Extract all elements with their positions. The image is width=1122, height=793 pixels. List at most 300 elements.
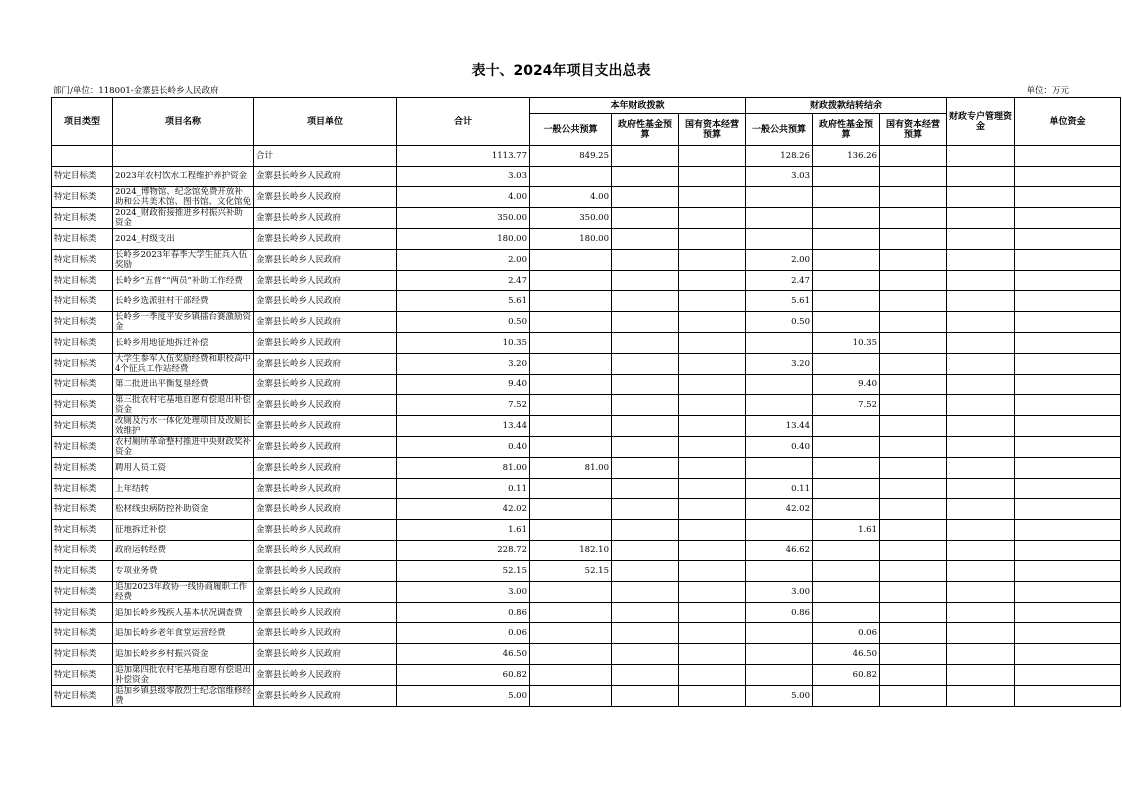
total-cell: 46.50 (397, 643, 530, 664)
current-gov-fund-cell (612, 561, 679, 582)
total-cell: 4.00 (397, 187, 530, 208)
project-unit-cell: 金寨县长岭乡人民政府 (254, 249, 397, 270)
carry-general-cell: 2.47 (746, 270, 813, 291)
header-project-unit: 项目单位 (254, 98, 397, 146)
own-funds-cell (1015, 623, 1121, 644)
current-gov-fund-cell (612, 166, 679, 187)
current-general-cell: 182.10 (530, 540, 612, 561)
project-unit-cell: 金寨县长岭乡人民政府 (254, 353, 397, 374)
carry-state-capital-cell (880, 291, 947, 312)
carry-state-capital-cell (880, 437, 947, 458)
project-name-text: 追加第四批农村宅基地自愿有偿退出补偿资金 (115, 664, 251, 685)
own-funds-cell (1015, 270, 1121, 291)
current-general-cell (530, 499, 612, 520)
carry-gov-fund-cell: 0.06 (813, 623, 880, 644)
own-funds-cell (1015, 685, 1121, 706)
project-name-text: 征地拆迁补偿 (115, 524, 167, 535)
project-name-text: 2023年农村饮水工程维护养护资金 (115, 171, 248, 182)
project-unit-cell: 金寨县长岭乡人民政府 (254, 623, 397, 644)
project-type-cell: 特定目标类 (52, 458, 113, 479)
carry-general-cell (746, 643, 813, 664)
project-type-cell: 特定目标类 (52, 291, 113, 312)
carry-gov-fund-cell: 9.40 (813, 374, 880, 395)
carry-general-cell: 3.03 (746, 166, 813, 187)
carry-state-capital-cell (880, 561, 947, 582)
special-account-cell (947, 311, 1015, 332)
total-cell: 1.61 (397, 519, 530, 540)
current-state-capital-cell (679, 499, 746, 520)
current-gov-fund-cell (612, 416, 679, 437)
special-account-cell (947, 208, 1015, 229)
total-cell: 81.00 (397, 458, 530, 479)
project-unit-cell: 金寨县长岭乡人民政府 (254, 374, 397, 395)
current-gov-fund-cell (612, 229, 679, 250)
total-own-funds-cell (1015, 146, 1121, 167)
project-name-cell (113, 437, 254, 458)
carry-gov-fund-cell (813, 311, 880, 332)
project-name-cell (113, 540, 254, 561)
carry-state-capital-cell (880, 664, 947, 685)
current-state-capital-cell (679, 685, 746, 706)
carry-general-cell (746, 332, 813, 353)
project-unit-cell: 金寨县长岭乡人民政府 (254, 332, 397, 353)
project-name-text: 追加2023年政协一线协商履职工作经费 (115, 581, 248, 602)
carry-state-capital-cell (880, 519, 947, 540)
carry-state-capital-cell (880, 311, 947, 332)
header-current-general: 一般公共预算 (530, 114, 612, 146)
table-row (52, 353, 1121, 374)
current-state-capital-cell (679, 332, 746, 353)
carry-state-capital-cell (880, 623, 947, 644)
project-unit-cell: 金寨县长岭乡人民政府 (254, 478, 397, 499)
header-special-account: 财政专户管理资金 (947, 98, 1015, 146)
table-row (52, 291, 1121, 312)
table-row (52, 561, 1121, 582)
carry-general-cell: 0.11 (746, 478, 813, 499)
current-gov-fund-cell (612, 540, 679, 561)
carry-general-cell (746, 208, 813, 229)
current-general-cell: 52.15 (530, 561, 612, 582)
total-carry-general-cell: 128.26 (746, 146, 813, 167)
special-account-cell (947, 416, 1015, 437)
project-type-cell: 特定目标类 (52, 311, 113, 332)
header-project-type: 项目类型 (52, 98, 113, 146)
project-name-cell (113, 166, 254, 187)
carry-gov-fund-cell (813, 187, 880, 208)
table-row (52, 581, 1121, 602)
current-general-cell (530, 643, 612, 664)
header-own-funds: 单位资金 (1015, 98, 1121, 146)
current-general-cell (530, 437, 612, 458)
project-type-cell: 特定目标类 (52, 643, 113, 664)
current-general-cell (530, 353, 612, 374)
special-account-cell (947, 519, 1015, 540)
own-funds-cell (1015, 229, 1121, 250)
current-state-capital-cell (679, 458, 746, 479)
total-current-state-capital-cell (679, 146, 746, 167)
own-funds-cell (1015, 478, 1121, 499)
current-general-cell: 4.00 (530, 187, 612, 208)
project-unit-cell: 金寨县长岭乡人民政府 (254, 519, 397, 540)
own-funds-cell (1015, 291, 1121, 312)
table-row (52, 478, 1121, 499)
own-funds-cell (1015, 437, 1121, 458)
special-account-cell (947, 540, 1015, 561)
header-current-state-capital: 国有资本经营预算 (679, 114, 746, 146)
table-row (52, 643, 1121, 664)
department-label: 部门/单位：118001-金寨县长岭乡人民政府 (53, 86, 219, 96)
carry-state-capital-cell (880, 499, 947, 520)
own-funds-cell (1015, 499, 1121, 520)
carry-state-capital-cell (880, 166, 947, 187)
project-name-cell (113, 685, 254, 706)
project-name-text: 2024_村级支出 (115, 233, 175, 244)
current-state-capital-cell (679, 602, 746, 623)
total-cell: 42.02 (397, 499, 530, 520)
carry-general-cell: 0.50 (746, 311, 813, 332)
table-row (52, 602, 1121, 623)
current-state-capital-cell (679, 187, 746, 208)
current-state-capital-cell (679, 581, 746, 602)
carry-state-capital-cell (880, 416, 947, 437)
project-unit-cell: 金寨县长岭乡人民政府 (254, 499, 397, 520)
project-name-cell (113, 602, 254, 623)
project-name-cell (113, 623, 254, 644)
carry-general-cell: 0.86 (746, 602, 813, 623)
special-account-cell (947, 664, 1015, 685)
own-funds-cell (1015, 561, 1121, 582)
total-cell: 0.50 (397, 311, 530, 332)
table-row (52, 208, 1121, 229)
total-row (52, 146, 1121, 167)
carry-state-capital-cell (880, 540, 947, 561)
project-unit-cell: 金寨县长岭乡人民政府 (254, 437, 397, 458)
total-cell: 350.00 (397, 208, 530, 229)
carry-gov-fund-cell: 10.35 (813, 332, 880, 353)
carry-gov-fund-cell: 60.82 (813, 664, 880, 685)
current-gov-fund-cell (612, 208, 679, 229)
current-gov-fund-cell (612, 332, 679, 353)
carry-state-capital-cell (880, 374, 947, 395)
header-group-current-year: 本年财政拨款 (530, 98, 746, 114)
project-name-cell (113, 581, 254, 602)
project-unit-cell: 金寨县长岭乡人民政府 (254, 643, 397, 664)
own-funds-cell (1015, 249, 1121, 270)
current-gov-fund-cell (612, 311, 679, 332)
project-name-text: 第二批进出平衡复垦经费 (115, 379, 209, 390)
special-account-cell (947, 353, 1015, 374)
carry-gov-fund-cell: 7.52 (813, 395, 880, 416)
total-cell: 0.40 (397, 437, 530, 458)
carry-general-cell: 3.20 (746, 353, 813, 374)
carry-gov-fund-cell (813, 416, 880, 437)
project-name-cell (113, 353, 254, 374)
current-state-capital-cell (679, 643, 746, 664)
carry-gov-fund-cell (813, 685, 880, 706)
carry-general-cell (746, 519, 813, 540)
project-name-text: 政府运转经费 (115, 545, 167, 556)
project-unit-cell: 金寨县长岭乡人民政府 (254, 664, 397, 685)
current-general-cell (530, 478, 612, 499)
special-account-cell (947, 270, 1015, 291)
project-name-cell (113, 458, 254, 479)
header-project-name: 项目名称 (113, 98, 254, 146)
project-unit-cell: 金寨县长岭乡人民政府 (254, 581, 397, 602)
project-name-cell (113, 395, 254, 416)
current-gov-fund-cell (612, 519, 679, 540)
carry-general-cell (746, 374, 813, 395)
carry-general-cell (746, 623, 813, 644)
own-funds-cell (1015, 519, 1121, 540)
project-unit-cell: 金寨县长岭乡人民政府 (254, 311, 397, 332)
carry-state-capital-cell (880, 208, 947, 229)
carry-state-capital-cell (880, 353, 947, 374)
current-general-cell (530, 602, 612, 623)
special-account-cell (947, 499, 1015, 520)
project-name-cell (113, 332, 254, 353)
current-state-capital-cell (679, 416, 746, 437)
project-type-cell: 特定目标类 (52, 581, 113, 602)
carry-general-cell (746, 561, 813, 582)
current-general-cell (530, 291, 612, 312)
project-unit-cell: 金寨县长岭乡人民政府 (254, 270, 397, 291)
project-name-text: 追加长岭乡老年食堂运营经费 (115, 628, 226, 639)
current-gov-fund-cell (612, 249, 679, 270)
carry-state-capital-cell (880, 395, 947, 416)
own-funds-cell (1015, 664, 1121, 685)
project-type-cell: 特定目标类 (52, 208, 113, 229)
special-account-cell (947, 229, 1015, 250)
table-row (52, 249, 1121, 270)
project-name-cell (113, 643, 254, 664)
current-state-capital-cell (679, 623, 746, 644)
total-cell: 3.20 (397, 353, 530, 374)
current-gov-fund-cell (612, 643, 679, 664)
carry-state-capital-cell (880, 643, 947, 664)
current-state-capital-cell (679, 249, 746, 270)
header-carry-gov-fund: 政府性基金预算 (813, 114, 880, 146)
carry-state-capital-cell (880, 602, 947, 623)
own-funds-cell (1015, 602, 1121, 623)
table-row (52, 458, 1121, 479)
special-account-cell (947, 458, 1015, 479)
current-general-cell (530, 581, 612, 602)
carry-state-capital-cell (880, 332, 947, 353)
carry-general-cell: 2.00 (746, 249, 813, 270)
project-unit-cell: 金寨县长岭乡人民政府 (254, 291, 397, 312)
current-state-capital-cell (679, 374, 746, 395)
current-general-cell (530, 519, 612, 540)
current-general-cell (530, 416, 612, 437)
project-type-cell: 特定目标类 (52, 229, 113, 250)
total-cell: 5.00 (397, 685, 530, 706)
carry-state-capital-cell (880, 685, 947, 706)
current-state-capital-cell (679, 291, 746, 312)
current-state-capital-cell (679, 395, 746, 416)
current-gov-fund-cell (612, 395, 679, 416)
carry-gov-fund-cell: 46.50 (813, 643, 880, 664)
project-name-cell (113, 187, 254, 208)
carry-general-cell (746, 187, 813, 208)
header-current-gov-fund: 政府性基金预算 (612, 114, 679, 146)
special-account-cell (947, 395, 1015, 416)
special-account-cell (947, 643, 1015, 664)
carry-general-cell (746, 395, 813, 416)
current-state-capital-cell (679, 478, 746, 499)
total-current-gov-fund-cell (612, 146, 679, 167)
table-row (52, 416, 1121, 437)
carry-gov-fund-cell (813, 499, 880, 520)
project-name-text: 追加乡镇县级零散烈士纪念馆维修经费 (115, 685, 251, 706)
special-account-cell (947, 623, 1015, 644)
project-unit-cell: 金寨县长岭乡人民政府 (254, 166, 397, 187)
table-row (52, 332, 1121, 353)
carry-general-cell: 3.00 (746, 581, 813, 602)
project-type-cell: 特定目标类 (52, 664, 113, 685)
project-name-text: 改厕及污水一体化处理项目及改厕长效维护 (115, 416, 251, 437)
project-type-cell: 特定目标类 (52, 249, 113, 270)
table-row (52, 166, 1121, 187)
project-type-cell: 特定目标类 (52, 561, 113, 582)
project-unit-cell: 金寨县长岭乡人民政府 (254, 187, 397, 208)
own-funds-cell (1015, 374, 1121, 395)
project-type-cell: 特定目标类 (52, 187, 113, 208)
carry-gov-fund-cell (813, 581, 880, 602)
total-cell: 2.47 (397, 270, 530, 291)
carry-gov-fund-cell (813, 166, 880, 187)
carry-general-cell: 5.61 (746, 291, 813, 312)
project-name-text: 追加长岭乡乡村振兴资金 (115, 648, 209, 659)
current-general-cell (530, 311, 612, 332)
current-gov-fund-cell (612, 353, 679, 374)
table-row (52, 664, 1121, 685)
current-gov-fund-cell (612, 623, 679, 644)
project-type-cell: 特定目标类 (52, 499, 113, 520)
carry-gov-fund-cell (813, 561, 880, 582)
project-name-text: 农村厕所革命整村推进中央财政奖补资金 (115, 437, 251, 458)
carry-gov-fund-cell (813, 478, 880, 499)
project-name-cell (113, 229, 254, 250)
carry-general-cell: 46.62 (746, 540, 813, 561)
project-unit-cell: 金寨县长岭乡人民政府 (254, 561, 397, 582)
project-type-cell: 特定目标类 (52, 374, 113, 395)
table-row (52, 499, 1121, 520)
special-account-cell (947, 581, 1015, 602)
carry-general-cell: 0.40 (746, 437, 813, 458)
current-gov-fund-cell (612, 664, 679, 685)
project-name-text: 长岭乡一季度平安乡镇擂台赛激励资金 (115, 311, 251, 332)
total-cell: 0.86 (397, 602, 530, 623)
project-type-cell: 特定目标类 (52, 602, 113, 623)
own-funds-cell (1015, 353, 1121, 374)
project-name-text: 长岭乡“五普”“两员”补助工作经费 (115, 275, 243, 286)
total-cell: 52.15 (397, 561, 530, 582)
project-type-cell: 特定目标类 (52, 623, 113, 644)
own-funds-cell (1015, 332, 1121, 353)
project-name-cell (113, 561, 254, 582)
own-funds-cell (1015, 187, 1121, 208)
header-carry-general: 一般公共预算 (746, 114, 813, 146)
project-unit-cell: 金寨县长岭乡人民政府 (254, 685, 397, 706)
project-name-cell (113, 478, 254, 499)
header-carry-state-capital: 国有资本经营预算 (880, 114, 947, 146)
current-general-cell (530, 249, 612, 270)
own-funds-cell (1015, 311, 1121, 332)
current-general-cell (530, 395, 612, 416)
total-cell: 2.00 (397, 249, 530, 270)
total-name-cell (113, 146, 254, 167)
project-name-text: 大学生参军入伍奖励经费和职校高中4个征兵工作站经费 (115, 353, 251, 374)
project-type-cell: 特定目标类 (52, 685, 113, 706)
current-state-capital-cell (679, 664, 746, 685)
project-name-text: 长岭乡用地征地拆迁补偿 (115, 337, 209, 348)
header-total: 合计 (397, 98, 530, 146)
current-state-capital-cell (679, 540, 746, 561)
carry-state-capital-cell (880, 187, 947, 208)
project-name-cell (113, 374, 254, 395)
current-gov-fund-cell (612, 291, 679, 312)
project-type-cell: 特定目标类 (52, 416, 113, 437)
carry-general-cell: 42.02 (746, 499, 813, 520)
project-name-text: 松材线虫病防控补助资金 (115, 504, 209, 515)
current-general-cell (530, 166, 612, 187)
total-cell: 10.35 (397, 332, 530, 353)
project-name-text: 上年结转 (115, 483, 150, 494)
carry-gov-fund-cell (813, 270, 880, 291)
current-state-capital-cell (679, 166, 746, 187)
carry-general-cell (746, 664, 813, 685)
carry-state-capital-cell (880, 478, 947, 499)
current-state-capital-cell (679, 311, 746, 332)
total-cell: 9.40 (397, 374, 530, 395)
project-name-cell (113, 416, 254, 437)
project-type-cell: 特定目标类 (52, 437, 113, 458)
special-account-cell (947, 166, 1015, 187)
table-row (52, 519, 1121, 540)
carry-state-capital-cell (880, 270, 947, 291)
current-gov-fund-cell (612, 458, 679, 479)
project-name-text: 2024_财政衔接推进乡村振兴补助资金 (115, 208, 243, 229)
project-name-text: 追加长岭乡残疾人基本状况调查费 (115, 607, 243, 618)
unit-label: 单位：万元 (1026, 86, 1069, 96)
current-general-cell (530, 664, 612, 685)
project-type-cell: 特定目标类 (52, 270, 113, 291)
carry-general-cell (746, 458, 813, 479)
carry-gov-fund-cell (813, 437, 880, 458)
carry-gov-fund-cell (813, 540, 880, 561)
project-name-cell (113, 311, 254, 332)
project-type-cell: 特定目标类 (52, 478, 113, 499)
total-cell: 7.52 (397, 395, 530, 416)
special-account-cell (947, 374, 1015, 395)
project-unit-cell: 金寨县长岭乡人民政府 (254, 395, 397, 416)
table-row (52, 540, 1121, 561)
table-row (52, 374, 1121, 395)
table-row (52, 229, 1121, 250)
current-gov-fund-cell (612, 478, 679, 499)
total-current-general-cell: 849.25 (530, 146, 612, 167)
own-funds-cell (1015, 581, 1121, 602)
current-general-cell (530, 270, 612, 291)
project-name-cell (113, 664, 254, 685)
carry-gov-fund-cell (813, 229, 880, 250)
project-name-cell (113, 499, 254, 520)
current-gov-fund-cell (612, 187, 679, 208)
carry-gov-fund-cell (813, 208, 880, 229)
own-funds-cell (1015, 643, 1121, 664)
table-row (52, 270, 1121, 291)
current-state-capital-cell (679, 353, 746, 374)
